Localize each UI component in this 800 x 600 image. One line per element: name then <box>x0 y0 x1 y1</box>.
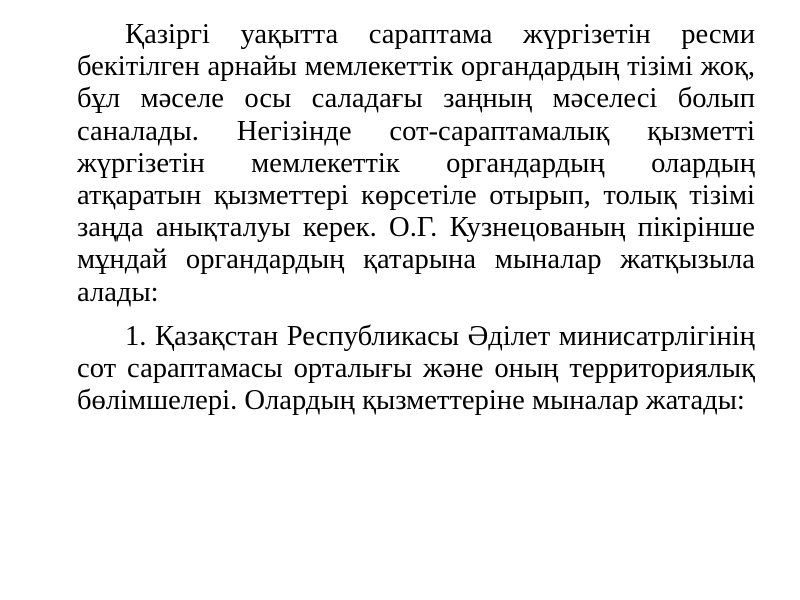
paragraph-list-item-1: 1. Қазақстан Республикасы Әділет минисатрлігінің сот сараптамасы орталығы және оның территориялық бөлімшелері. Олардың қызметтеріне мыналар жатады: <box>77 320 755 417</box>
paragraph-intro: Қазіргі уақытта сараптама жүргізетін ресми бекітілген арнайы мемлекеттік органдардың тізімі жоқ, бұл мәселе осы саладағы заңның мәселесі болып саналады. Негізінде сот-сараптамалық қызметті жүргізетін мемлекеттік органдардың олардың атқаратын қызметтері көрсетіле отырып, толық тізімі заңда анықталуы керек. О.Г. Кузнецованың пікірінше мұндай органдардың қатарына мыналар жатқызыла алады: <box>77 19 755 308</box>
slide-text-block <box>77 19 755 417</box>
